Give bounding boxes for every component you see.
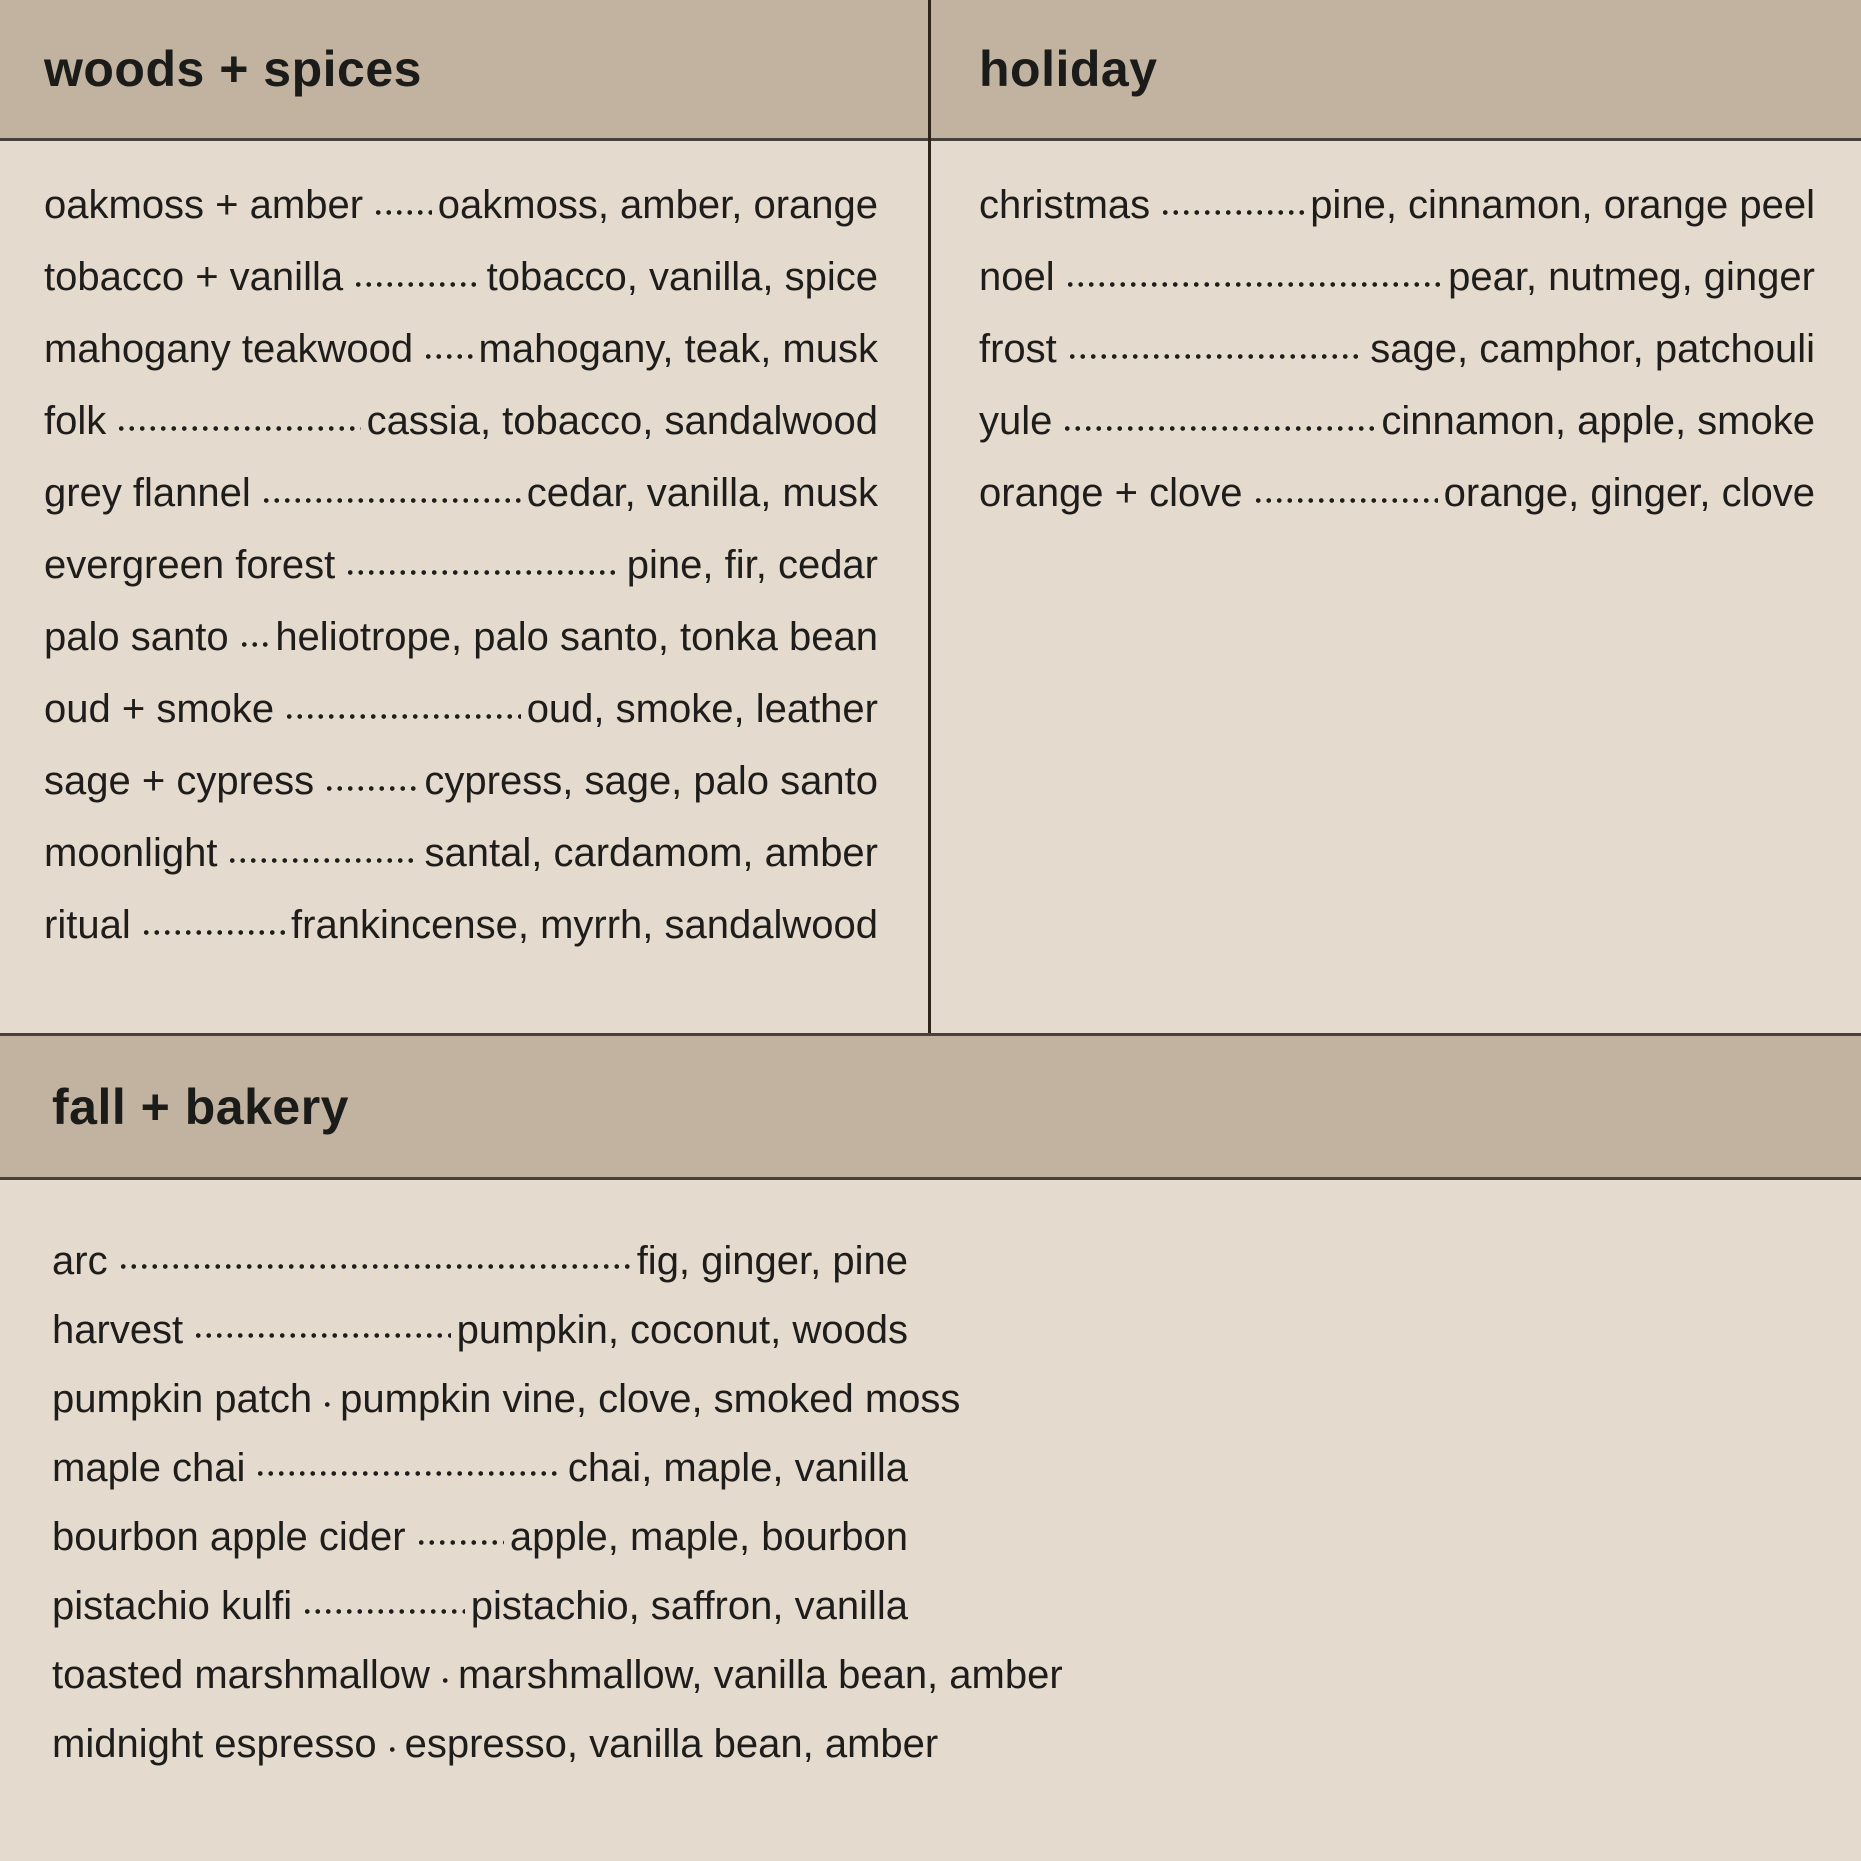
list-item — [979, 457, 1815, 529]
list-item — [44, 241, 878, 313]
scent-name: palo santo — [44, 615, 229, 659]
dotted-leader — [322, 1401, 334, 1408]
dotted-leader — [423, 353, 472, 360]
scent-notes: cassia, tobacco, sandalwood — [366, 399, 878, 443]
dotted-leader — [302, 1608, 465, 1615]
scent-name: orange + clove — [979, 471, 1243, 515]
dotted-leader — [345, 569, 620, 576]
scent-name: mahogany teakwood — [44, 327, 414, 371]
list-item — [44, 385, 878, 457]
dotted-leader — [416, 1539, 504, 1546]
list-item — [52, 1709, 939, 1778]
scent-list-fall-bakery — [0, 1180, 1063, 1778]
dotted-leader — [239, 641, 270, 648]
dotted-leader — [1065, 281, 1442, 288]
list-item — [52, 1295, 908, 1364]
list-item — [44, 601, 878, 673]
scent-name: pumpkin patch — [52, 1376, 313, 1421]
list-item — [44, 457, 878, 529]
scent-name: frost — [979, 327, 1057, 371]
list-item — [44, 673, 878, 745]
list-item — [979, 169, 1815, 241]
scent-notes: sage, camphor, patchouli — [1370, 327, 1815, 371]
scent-notes: pear, nutmeg, ginger — [1448, 255, 1815, 299]
scent-notes: pumpkin vine, clove, smoked moss — [340, 1376, 961, 1421]
scent-notes: espresso, vanilla bean, amber — [404, 1721, 939, 1766]
dotted-leader — [440, 1677, 452, 1684]
list-item — [44, 313, 878, 385]
dotted-leader — [118, 1263, 631, 1270]
section-header-woods-spices — [0, 0, 928, 141]
list-item — [44, 169, 878, 241]
dotted-leader — [1160, 209, 1304, 216]
scent-name: bourbon apple cider — [52, 1514, 406, 1559]
scent-notes: marshmallow, vanilla bean, amber — [457, 1652, 1063, 1697]
dotted-leader — [116, 425, 360, 432]
scent-name: arc — [52, 1238, 108, 1283]
dotted-leader — [261, 497, 521, 504]
scent-name: harvest — [52, 1307, 184, 1352]
dotted-leader — [1062, 425, 1375, 432]
scent-name: evergreen forest — [44, 543, 336, 587]
scent-name: tobacco + vanilla — [44, 255, 344, 299]
list-item — [44, 889, 878, 961]
scent-notes: santal, cardamom, amber — [424, 831, 878, 875]
dotted-leader — [193, 1332, 450, 1339]
scent-notes: mahogany, teak, musk — [478, 327, 878, 371]
scent-notes: cypress, sage, palo santo — [424, 759, 878, 803]
scent-list-woods-spices — [0, 141, 928, 961]
scent-name: yule — [979, 399, 1053, 443]
dotted-leader — [373, 209, 432, 216]
scent-notes: frankincense, myrrh, sandalwood — [291, 903, 878, 947]
scent-name: ritual — [44, 903, 131, 947]
list-item — [52, 1433, 908, 1502]
list-item — [52, 1640, 1063, 1709]
scent-notes: heliotrope, palo santo, tonka bean — [275, 615, 878, 659]
section-title: fall + bakery — [52, 1078, 349, 1135]
scent-name: oakmoss + amber — [44, 183, 364, 227]
list-item — [52, 1571, 908, 1640]
list-item — [52, 1502, 908, 1571]
list-item — [44, 529, 878, 601]
scent-name: toasted marshmallow — [52, 1652, 430, 1697]
list-item — [979, 313, 1815, 385]
scent-notes: apple, maple, bourbon — [509, 1514, 908, 1559]
list-item — [44, 817, 878, 889]
section-title: holiday — [979, 41, 1158, 97]
scent-notes: pistachio, saffron, vanilla — [470, 1583, 908, 1628]
dotted-leader — [255, 1470, 561, 1477]
list-item — [979, 385, 1815, 457]
scent-notes: cinnamon, apple, smoke — [1381, 399, 1815, 443]
scent-notes: pumpkin, coconut, woods — [456, 1307, 908, 1352]
scent-name: moonlight — [44, 831, 218, 875]
scent-notes: fig, ginger, pine — [636, 1238, 908, 1283]
scent-list-holiday — [931, 141, 1861, 529]
scent-notes: tobacco, vanilla, spice — [486, 255, 878, 299]
list-item — [52, 1226, 908, 1295]
list-item — [979, 241, 1815, 313]
scent-notes: oakmoss, amber, orange — [437, 183, 878, 227]
section-holiday — [931, 0, 1861, 1033]
dotted-leader — [227, 857, 418, 864]
section-title: woods + spices — [44, 41, 422, 97]
dotted-leader — [387, 1746, 399, 1753]
list-item — [44, 745, 878, 817]
section-header-holiday — [931, 0, 1861, 141]
scent-notes: cedar, vanilla, musk — [526, 471, 878, 515]
dotted-leader — [284, 713, 521, 720]
section-woods-spices — [0, 0, 931, 1033]
section-header-fall-bakery — [0, 1033, 1861, 1180]
scent-name: christmas — [979, 183, 1151, 227]
dotted-leader — [353, 281, 481, 288]
scent-name: maple chai — [52, 1445, 246, 1490]
dotted-leader — [1067, 353, 1364, 360]
scent-name: pistachio kulfi — [52, 1583, 293, 1628]
scent-name: sage + cypress — [44, 759, 315, 803]
scent-notes: chai, maple, vanilla — [567, 1445, 908, 1490]
scent-name: grey flannel — [44, 471, 251, 515]
dotted-leader — [324, 785, 418, 792]
scent-name: oud + smoke — [44, 687, 275, 731]
scent-notes: pine, fir, cedar — [626, 543, 878, 587]
scent-notes: pine, cinnamon, orange peel — [1310, 183, 1815, 227]
dotted-leader — [141, 929, 285, 936]
scent-name: midnight espresso — [52, 1721, 377, 1766]
list-item — [52, 1364, 961, 1433]
scent-name: folk — [44, 399, 107, 443]
scent-name: noel — [979, 255, 1055, 299]
scent-notes: orange, ginger, clove — [1443, 471, 1815, 515]
scent-notes: oud, smoke, leather — [526, 687, 878, 731]
dotted-leader — [1253, 497, 1438, 504]
section-fall-bakery — [0, 1033, 1861, 1778]
